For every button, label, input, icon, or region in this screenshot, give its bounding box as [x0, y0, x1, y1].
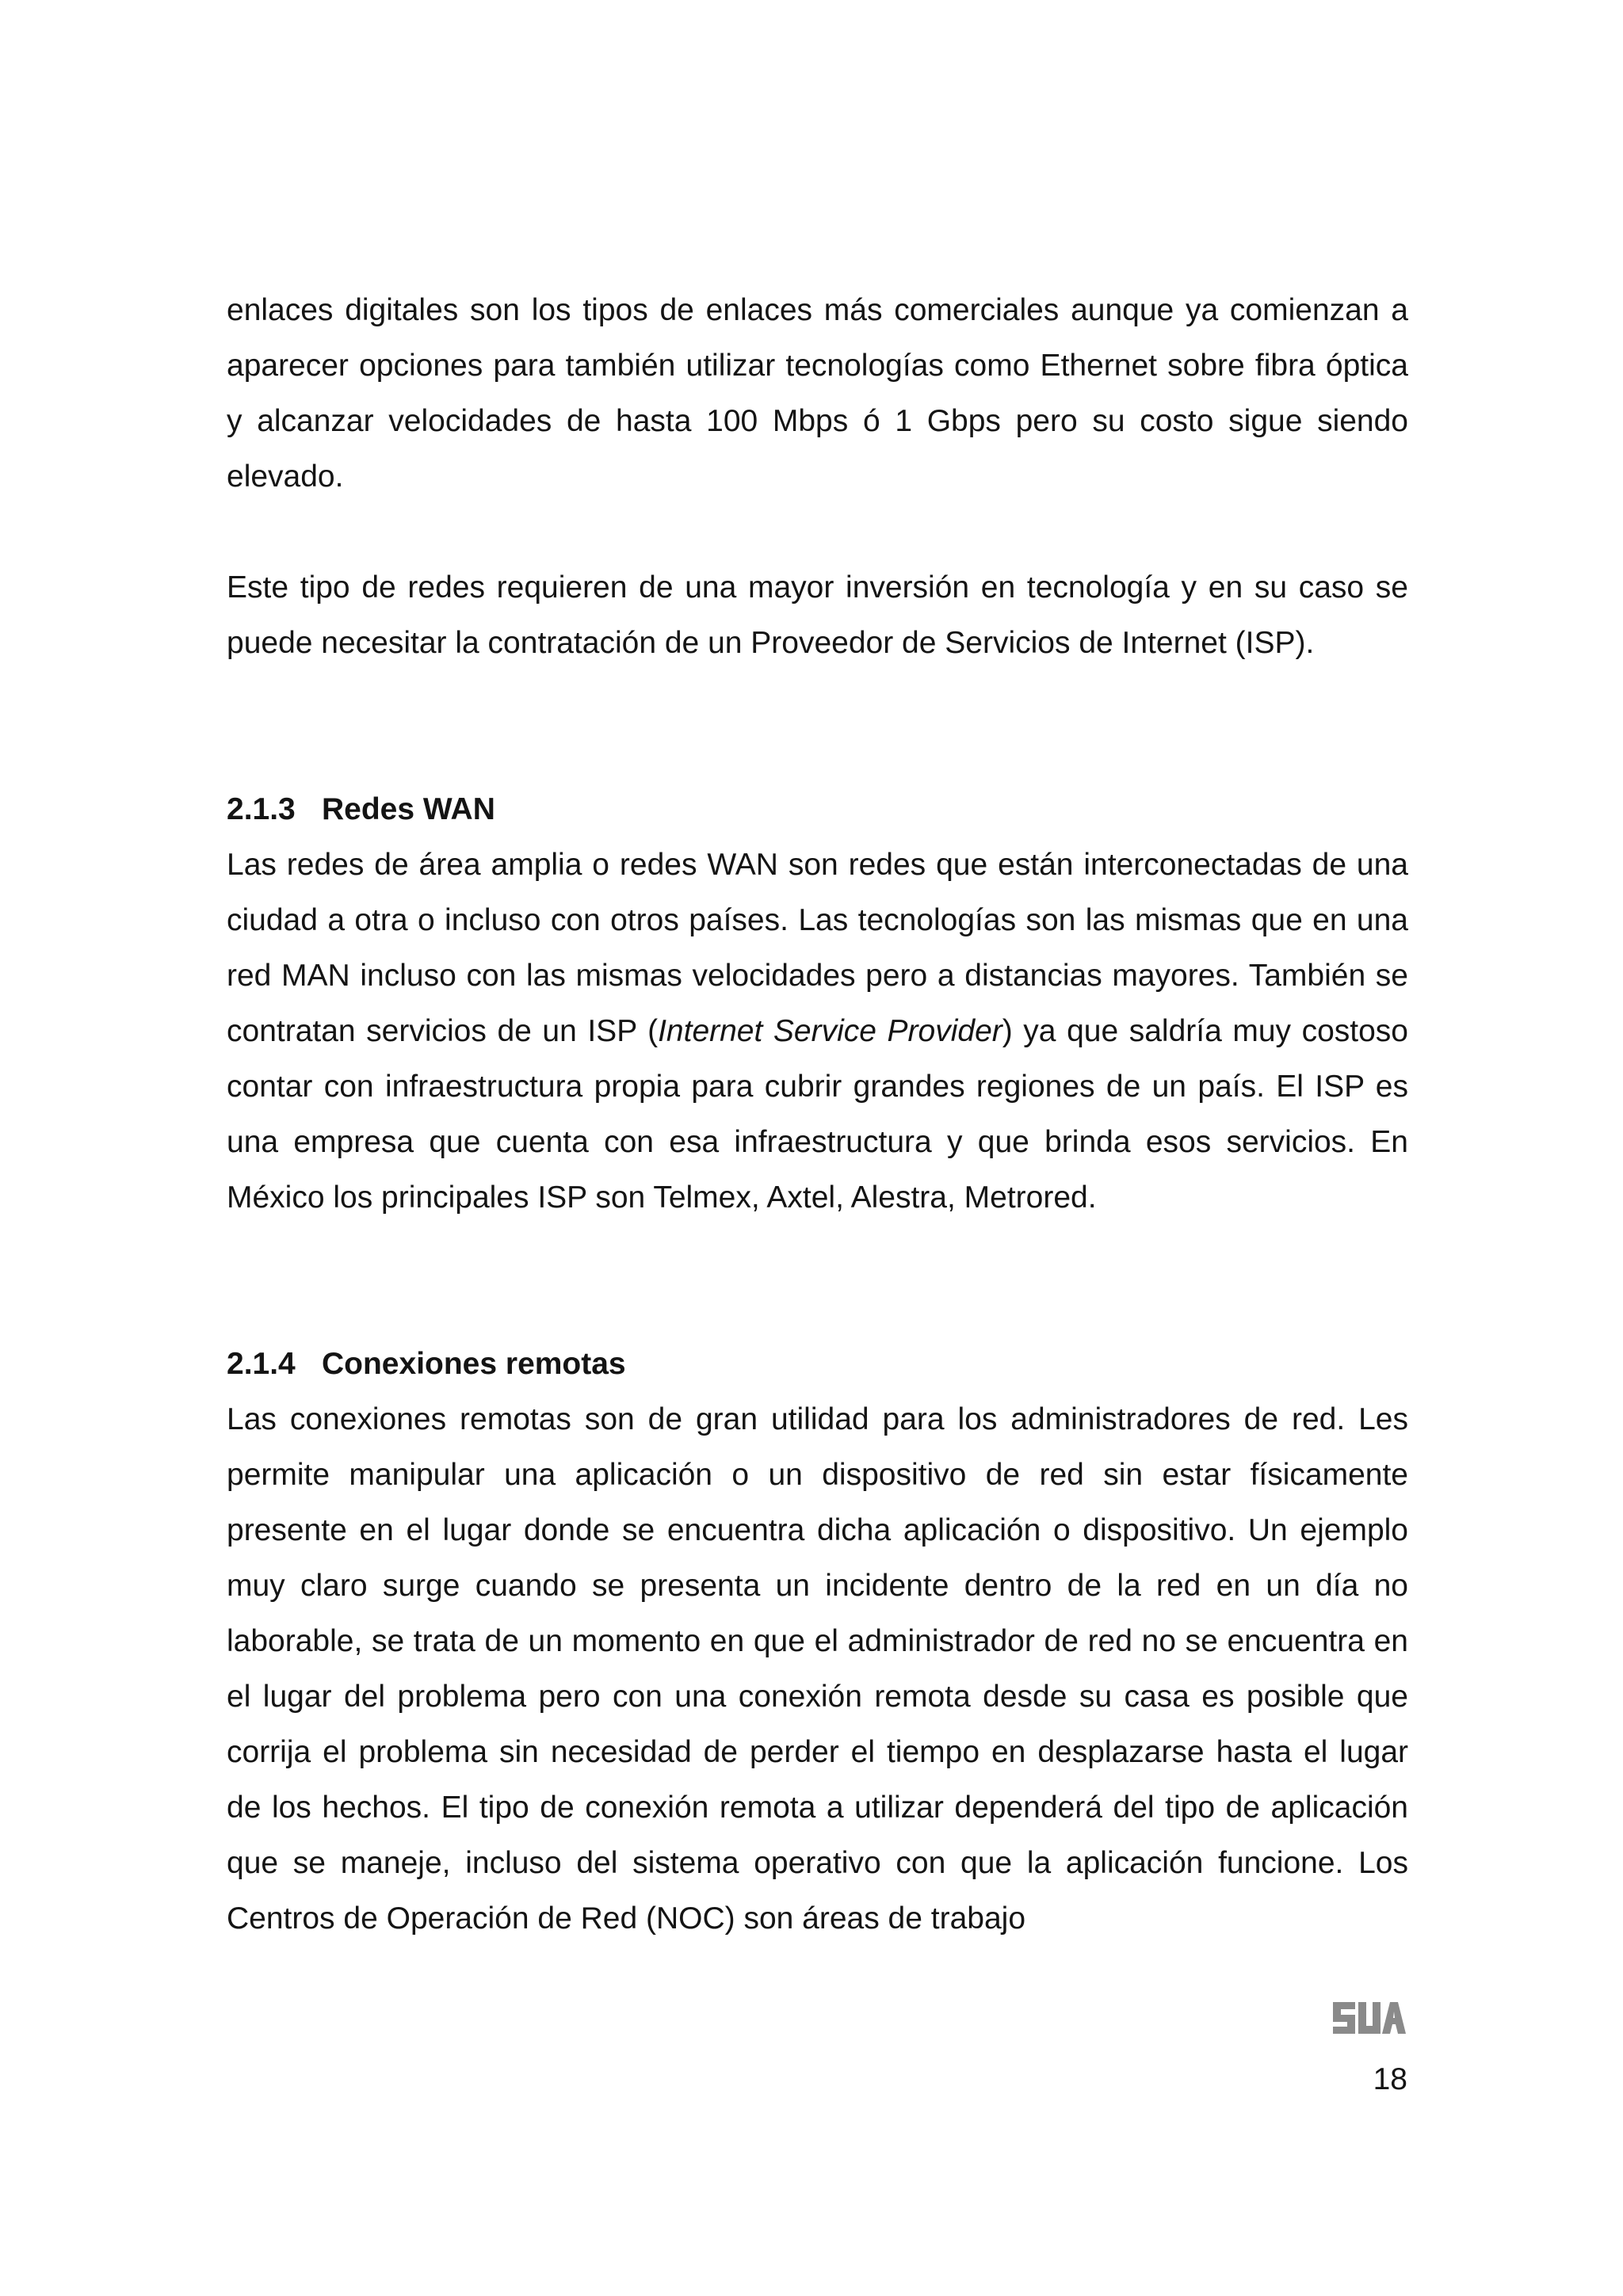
sua-logo-letter-a	[1382, 2002, 1406, 2034]
redes-wan-paragraph	[227, 837, 1408, 1226]
redes-wan-text-part-1: Las redes de área amplia o redes WAN son redes que están interconectadas de una ciudad a otra o incluso con otros países. Las tecnologías son las mismas que en una red MAN incluso con las mismas velocidades pero a distancias mayores. También se contratan servicios de un ISP (	[227, 848, 1408, 1048]
section-title: Redes WAN	[322, 792, 495, 826]
conexiones-remotas-paragraph: Las conexiones remotas son de gran utilidad para los administradores de red. Les permite manipular una aplicación o un dispositivo de red sin estar físicamente presente en el lugar donde se encuentra dicha aplicación o dispositivo. Un ejemplo muy claro surge cuando se presenta un incidente dentro de la red en un día no laborable, se trata de un momento en que el administrador de red no se encuentra en el lugar del problema pero con una conexión remota desde su casa es posible que corrija el problema sin necesidad de perder el tiempo en desplazarse hasta el lugar de los hechos. El tipo de conexión remota a utilizar dependerá del tipo de aplicación que se maneje, incluso del sistema operativo con que la aplicación funcione. Los Centros de Operación de Red (NOC) son áreas de trabajo	[227, 1402, 1408, 1936]
intro-paragraph-1: enlaces digitales son los tipos de enlaces más comerciales aunque ya comienzan a aparecer opciones para también utilizar tecnologías como Ethernet sobre fibra óptica y alcanzar velocidades de hasta 100 Mbps ó 1 Gbps pero su costo sigue siendo elevado.	[227, 293, 1408, 494]
sua-logo	[1331, 2000, 1407, 2035]
page-number: 18	[1373, 2062, 1407, 2096]
section-number: 2.1.4	[227, 1347, 296, 1381]
section-title: Conexiones remotas	[322, 1347, 626, 1381]
sua-logo-letter-s	[1333, 2002, 1355, 2034]
paragraph-spacer	[227, 505, 1408, 560]
sua-logo-shape	[1333, 2002, 1406, 2034]
sua-logo-letter-u	[1358, 2002, 1381, 2034]
section-number: 2.1.3	[227, 792, 296, 826]
document-body	[227, 283, 1408, 1947]
section-heading-redes-wan	[227, 782, 1408, 837]
section-spacer	[227, 1226, 1408, 1337]
section-spacer	[227, 671, 1408, 782]
intro-paragraph-2: Este tipo de redes requieren de una mayor inversión en tecnología y en su caso se puede necesitar la contratación de un Proveedor de Servicios de Internet (ISP).	[227, 570, 1408, 660]
redes-wan-text-part-2: ) ya que saldría muy costoso contar con infraestructura propia para cubrir grandes regiones de un país. El ISP es una empresa que cuenta con esa infraestructura y que brinda esos servicios. En México los principales ISP son Telmex, Axtel, Alestra, Metrored.	[227, 1014, 1408, 1215]
section-heading-conexiones-remotas	[227, 1337, 1408, 1392]
redes-wan-italic-term: Internet Service Provider	[658, 1014, 1002, 1048]
